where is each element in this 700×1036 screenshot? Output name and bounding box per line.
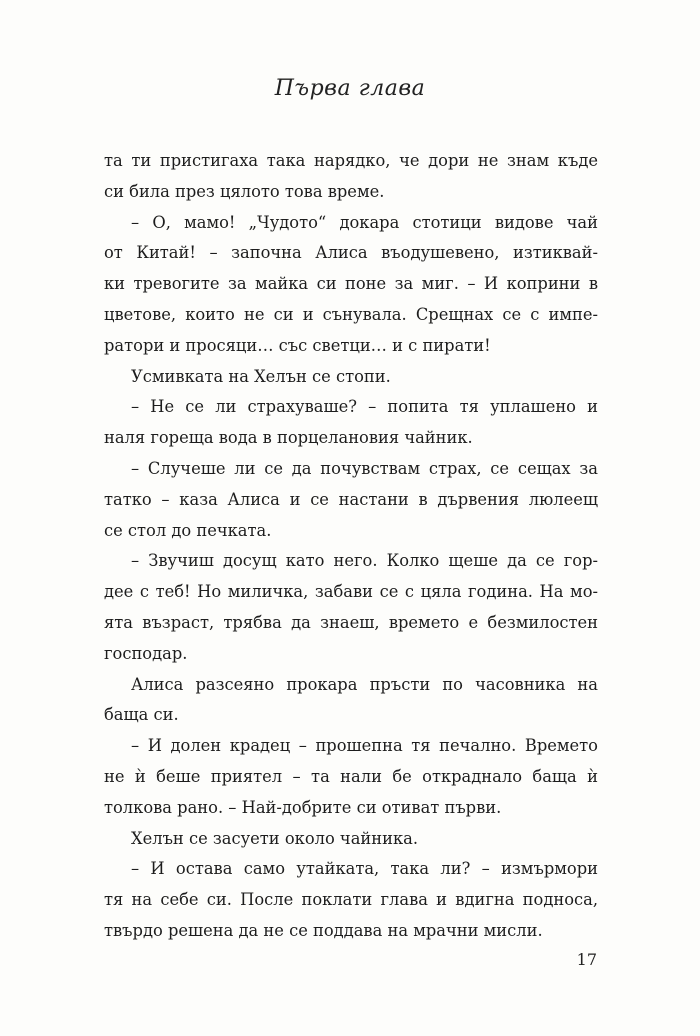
- text-line: твърдо решена да не се поддава на мрачни мисли.: [104, 920, 543, 940]
- text-line: господар.: [104, 643, 188, 663]
- text-line: татко – каза Алиса и се настани в дървения люлеещ: [104, 489, 598, 509]
- text-line: не ѝ беше приятел – та нали бе откраднало баща ѝ: [104, 766, 598, 786]
- text-line: толкова рано. – Най-добрите си отиват първи.: [104, 797, 502, 817]
- text-line: наля гореща вода в порцелановия чайник.: [104, 428, 473, 448]
- page-number: 17: [576, 950, 597, 969]
- text-line: – И остава само утайката, така ли? – измърмори: [131, 859, 598, 879]
- text-line: ратори и просяци… със светци… и с пирати!: [104, 335, 491, 355]
- text-line: ки тревогите за майка си поне за миг. – И коприни в: [104, 274, 598, 294]
- text-line: та ти пристигаха така нарядко, че дори не знам къде: [104, 151, 598, 170]
- text-line: дее с теб! Но миличка, забави се с цяла година. На мо-: [104, 582, 598, 602]
- chapter-title: Първа глава: [274, 76, 426, 101]
- text-line: – Не се ли страхуваше? – попита тя уплашено и: [131, 397, 598, 417]
- text-line: цветове, които не си и сънувала. Срещнах се с импе-: [104, 304, 598, 324]
- text-line: – О, мамо! „Чудото“ докара стотици видове чай: [131, 212, 598, 232]
- text-line: баща си.: [104, 705, 179, 725]
- text-line: тя на себе си. После поклати глава и вдигна подноса,: [104, 890, 598, 910]
- body-text: [104, 146, 598, 947]
- text-line: – Случеше ли се да почувствам страх, се сещах за: [131, 458, 598, 478]
- text-line: – И долен крадец – прошепна тя печално. Времето: [131, 736, 598, 756]
- text-line: ята възраст, трябва да знаеш, времето е безмилостен: [104, 612, 598, 632]
- text-line: си била през цялото това време.: [104, 181, 385, 201]
- text-line: Алиса разсеяно прокара пръсти по часовника на: [131, 674, 598, 694]
- text-line: от Китай! – започна Алиса въодушевено, изтиквай-: [104, 243, 598, 263]
- text-line: Хелън се засуети около чайника.: [131, 828, 419, 848]
- text-line: Усмивката на Хелън се стопи.: [131, 366, 391, 386]
- text-line: – Звучиш досущ като него. Колко щеше да се гор-: [131, 551, 598, 571]
- text-line: се стол до печката.: [104, 520, 272, 540]
